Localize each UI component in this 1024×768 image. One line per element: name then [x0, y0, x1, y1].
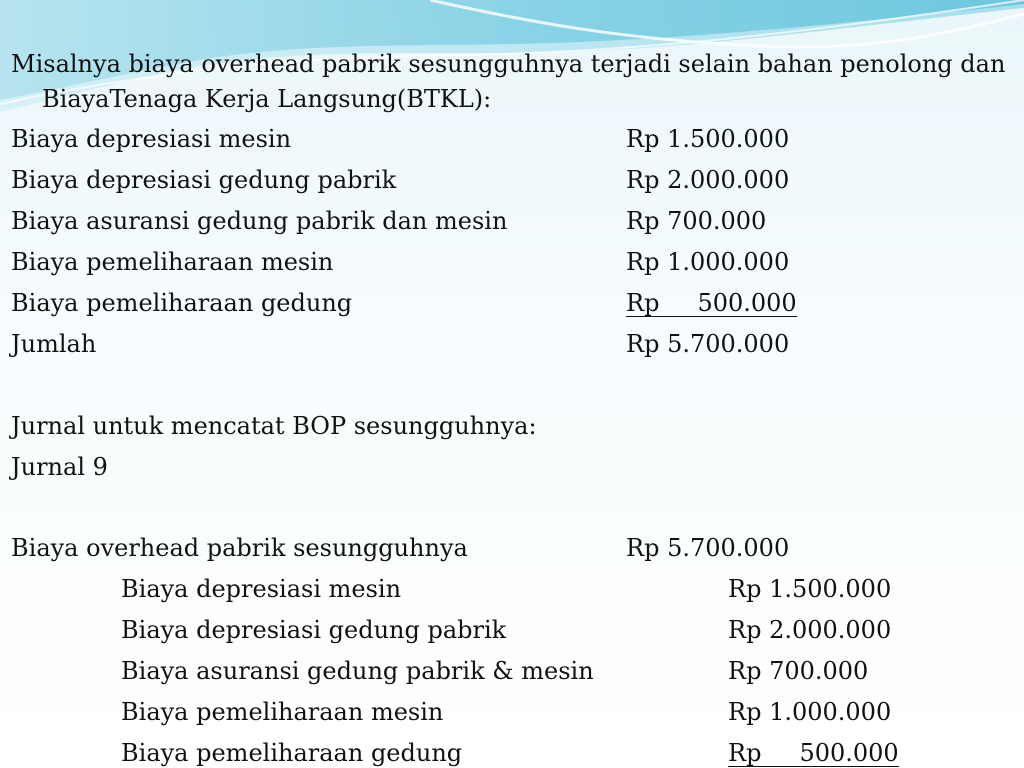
amount-value: 500.000: [799, 739, 899, 767]
journal-credit-amount: Rp 2.000.000: [728, 616, 892, 644]
journal-credit-label: Biaya depresiasi mesin: [121, 575, 402, 603]
journal-number: Jurnal 9: [11, 453, 108, 481]
cost-amount-depresiasi-mesin: Rp 1.500.000: [626, 125, 790, 153]
amount-value: 500.000: [697, 289, 797, 317]
cost-label-depresiasi-gedung: Biaya depresiasi gedung pabrik: [11, 166, 397, 194]
currency-prefix: Rp: [626, 289, 660, 317]
journal-credit-amount: Rp 1.500.000: [728, 575, 892, 603]
cost-label-pemeliharaan-mesin: Biaya pemeliharaan mesin: [11, 248, 334, 276]
cost-amount-asuransi: Rp 700.000: [626, 207, 767, 235]
total-amount: Rp 5.700.000: [626, 330, 790, 358]
intro-line-2: BiayaTenaga Kerja Langsung(BTKL):: [42, 85, 492, 113]
journal-credit-label: Biaya depresiasi gedung pabrik: [121, 616, 507, 644]
journal-credit-amount: Rp 1.000.000: [728, 698, 892, 726]
currency-prefix: Rp: [728, 739, 762, 767]
cost-amount-depresiasi-gedung: Rp 2.000.000: [626, 166, 790, 194]
cost-label-pemeliharaan-gedung: Biaya pemeliharaan gedung: [11, 289, 353, 317]
journal-credit-amount: [728, 738, 899, 768]
cost-label-asuransi: Biaya asuransi gedung pabrik dan mesin: [11, 207, 508, 235]
intro-line-1: Misalnya biaya overhead pabrik sesungguhnya terjadi selain bahan penolong dan: [11, 50, 1006, 78]
cost-label-depresiasi-mesin: Biaya depresiasi mesin: [11, 125, 292, 153]
journal-debit-amount: Rp 5.700.000: [626, 534, 790, 562]
journal-credit-label: Biaya pemeliharaan gedung: [121, 739, 463, 767]
journal-credit-label: Biaya asuransi gedung pabrik & mesin: [121, 657, 594, 685]
journal-credit-amount: Rp 700.000: [728, 657, 869, 685]
journal-credit-label: Biaya pemeliharaan mesin: [121, 698, 444, 726]
cost-amount-pemeliharaan-gedung: [626, 288, 797, 318]
journal-debit-label: Biaya overhead pabrik sesungguhnya: [11, 534, 468, 562]
total-label: Jumlah: [11, 330, 97, 358]
cost-amount-pemeliharaan-mesin: Rp 1.000.000: [626, 248, 790, 276]
journal-heading: Jurnal untuk mencatat BOP sesungguhnya:: [11, 412, 537, 440]
